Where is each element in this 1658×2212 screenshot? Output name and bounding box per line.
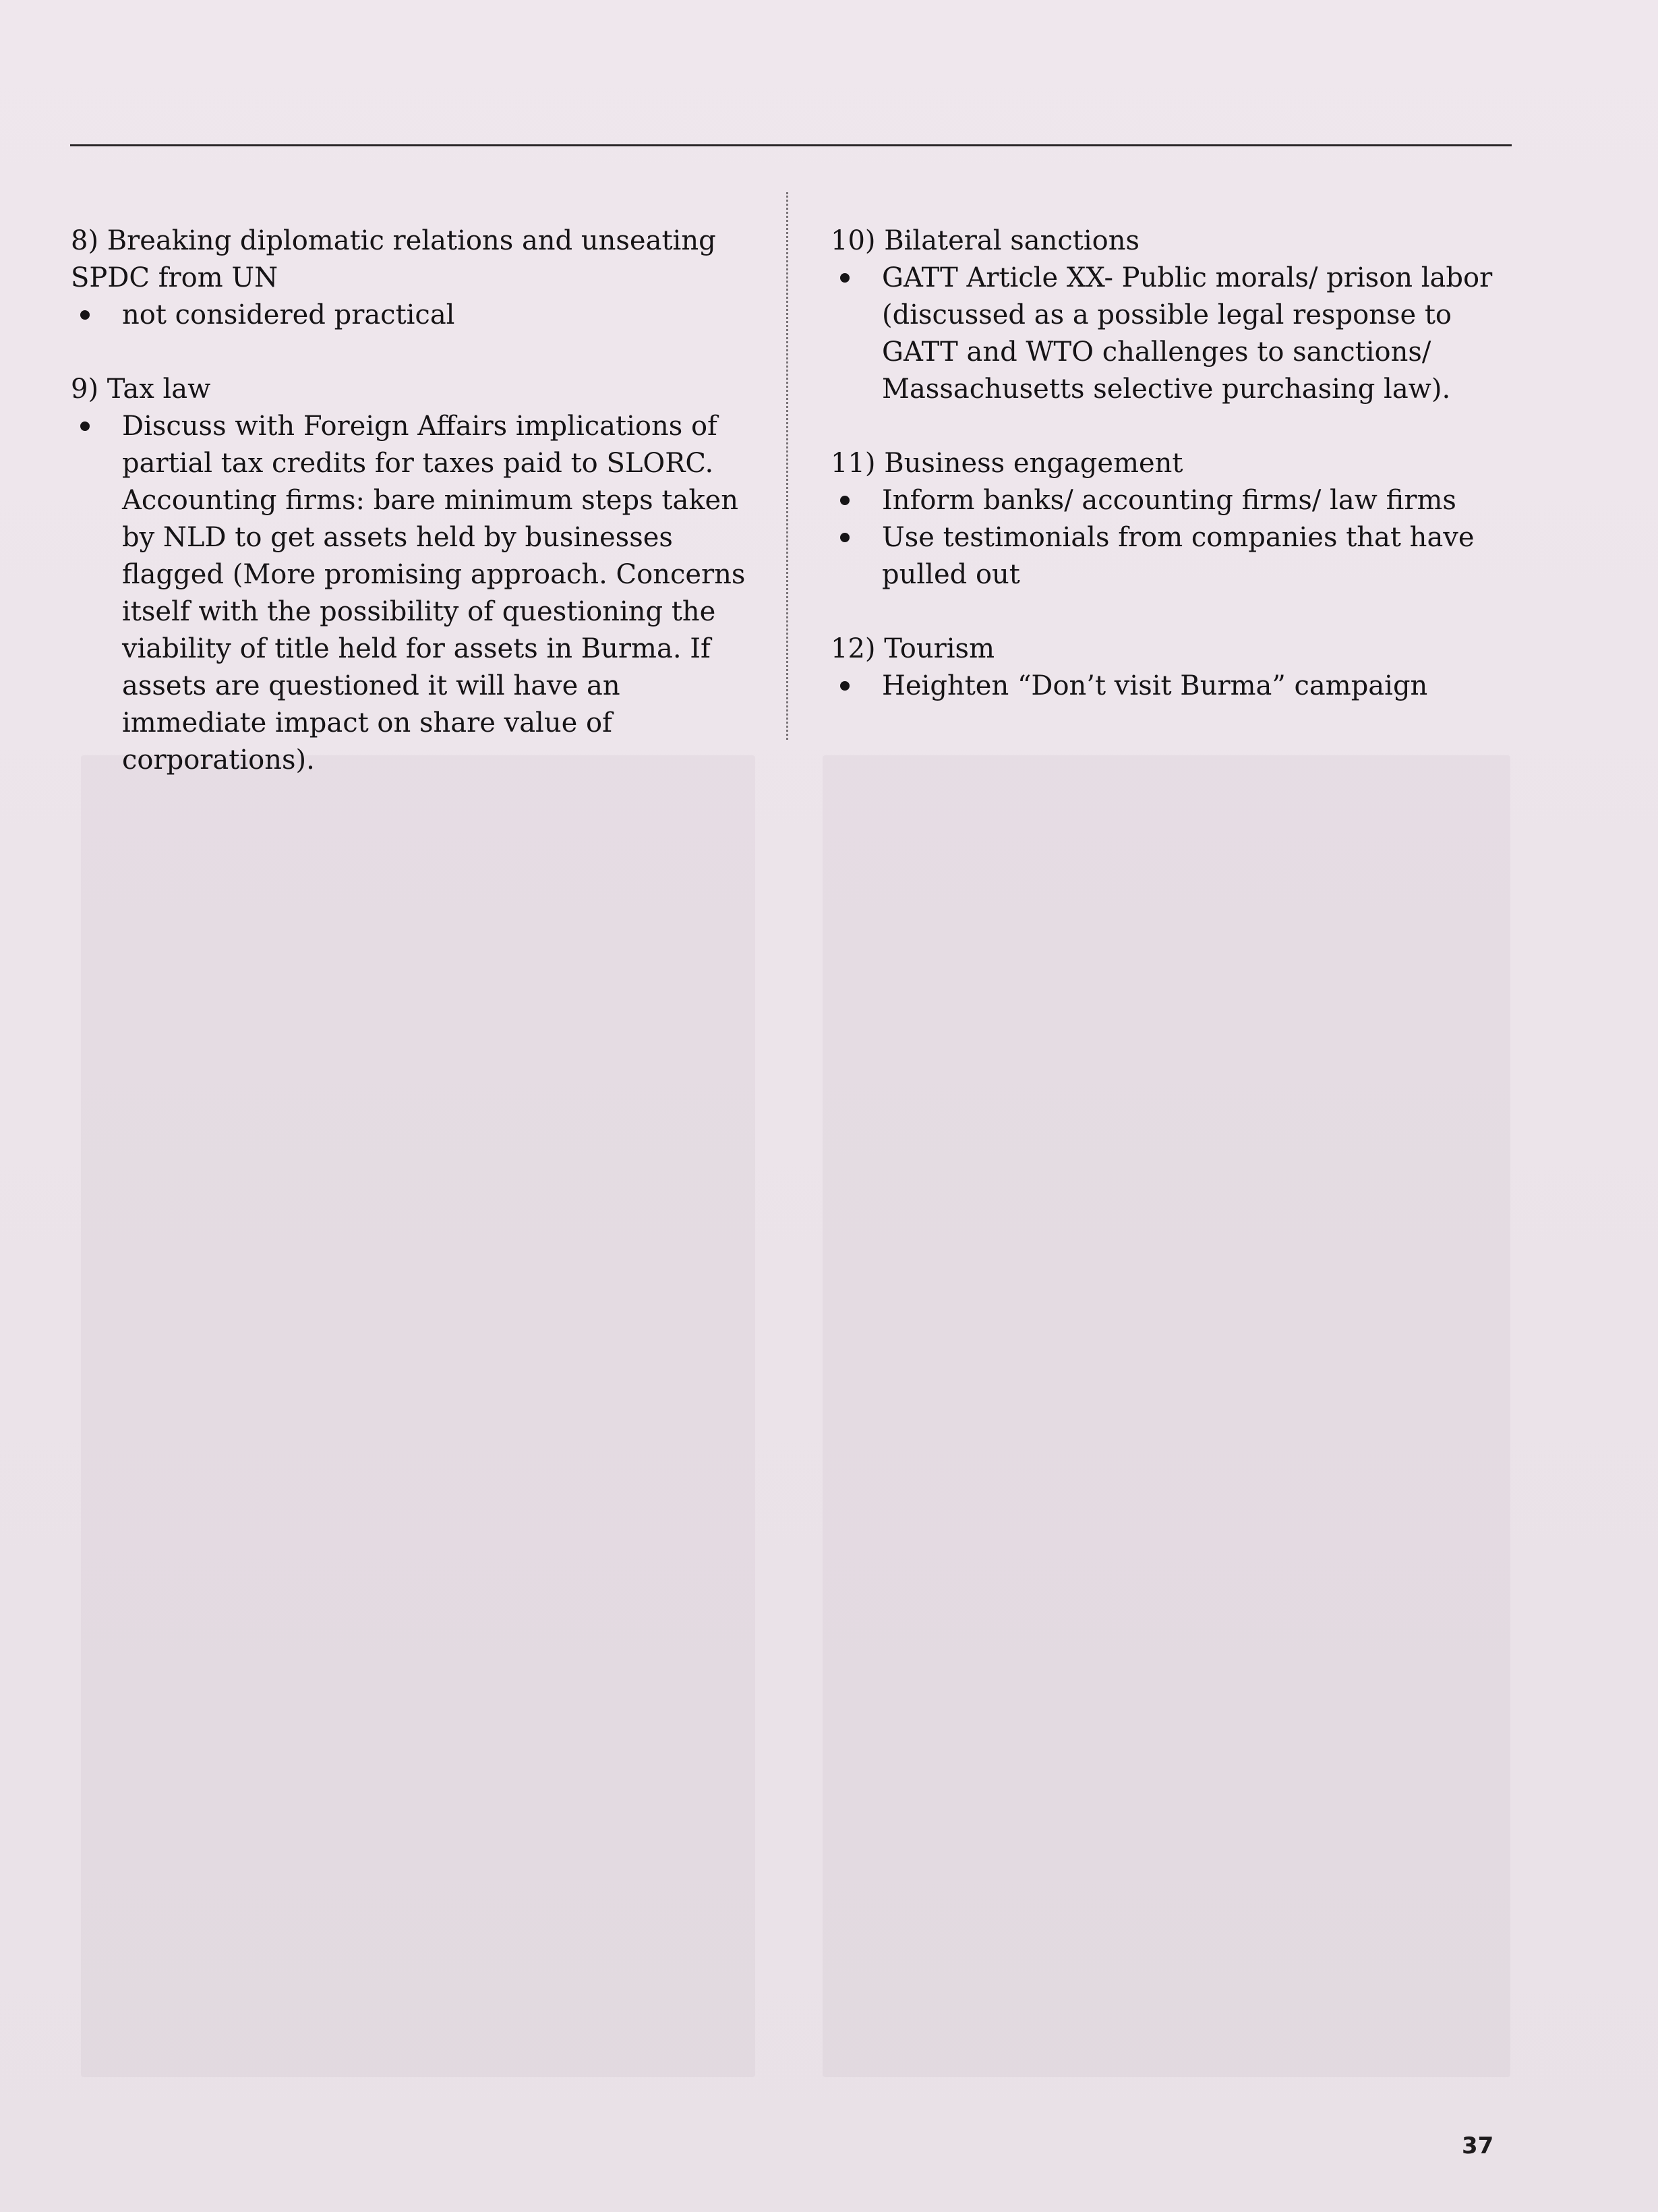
- left-column: [71, 223, 772, 816]
- bullet-text: Use testimonials from companies that have pulled out: [882, 522, 1475, 590]
- section-business-engagement: [831, 445, 1512, 593]
- bullet-text: GATT Article XX- Public morals/ prison labor (discussed as a possible legal response to GATT and WTO challenges to sanctions/ Massachusetts selective purchasing law).: [882, 262, 1493, 405]
- section-heading: 8) Breaking diplomatic relations and unseating SPDC from UN: [71, 225, 716, 293]
- section-tax-law: [71, 371, 772, 779]
- bullet-item: [831, 482, 1512, 519]
- bullet-text: not considered practical: [122, 299, 455, 330]
- bullet-icon: [80, 310, 90, 320]
- page-number: 37: [1462, 2132, 1494, 2159]
- bullet-icon: [840, 681, 850, 691]
- bullet-text: Heighten “Don’t visit Burma” campaign: [882, 670, 1428, 701]
- bullet-text: Discuss with Foreign Affairs implications of partial tax credits for taxes paid to SLORC. Accounting firms: bare minimum steps taken by NLD to get assets held by businesses flagged (More promising approach. Concerns itself with the possibility of questioning the viability of title held for assets in Burma. If assets are questioned it will have an immediate impact on share value of corporations).: [122, 411, 746, 776]
- section-heading: 12) Tourism: [831, 633, 995, 664]
- bullet-icon: [840, 533, 850, 542]
- bullet-text: Inform banks/ accounting firms/ law firms: [882, 485, 1456, 516]
- section-heading: 11) Business engagement: [831, 448, 1183, 479]
- bullet-icon: [80, 421, 90, 431]
- section-diplomatic-relations: [71, 223, 772, 334]
- section-heading: 10) Bilateral sanctions: [831, 225, 1140, 256]
- bullet-item: [831, 260, 1512, 408]
- bullet-list: [71, 297, 772, 334]
- right-column: [831, 223, 1512, 742]
- bullet-item: [71, 408, 772, 779]
- bullet-list: [831, 482, 1512, 593]
- bullet-list: [831, 668, 1512, 705]
- section-bilateral-sanctions: [831, 223, 1512, 408]
- top-rule: [70, 144, 1512, 146]
- bullet-item: [831, 519, 1512, 593]
- bullet-list: [831, 260, 1512, 408]
- bullet-icon: [840, 496, 850, 505]
- bullet-item: [71, 297, 772, 334]
- section-heading: 9) Tax law: [71, 374, 211, 405]
- section-tourism: [831, 631, 1512, 705]
- bullet-icon: [840, 273, 850, 283]
- column-divider: [786, 192, 788, 740]
- bullet-list: [71, 408, 772, 779]
- bullet-item: [831, 668, 1512, 705]
